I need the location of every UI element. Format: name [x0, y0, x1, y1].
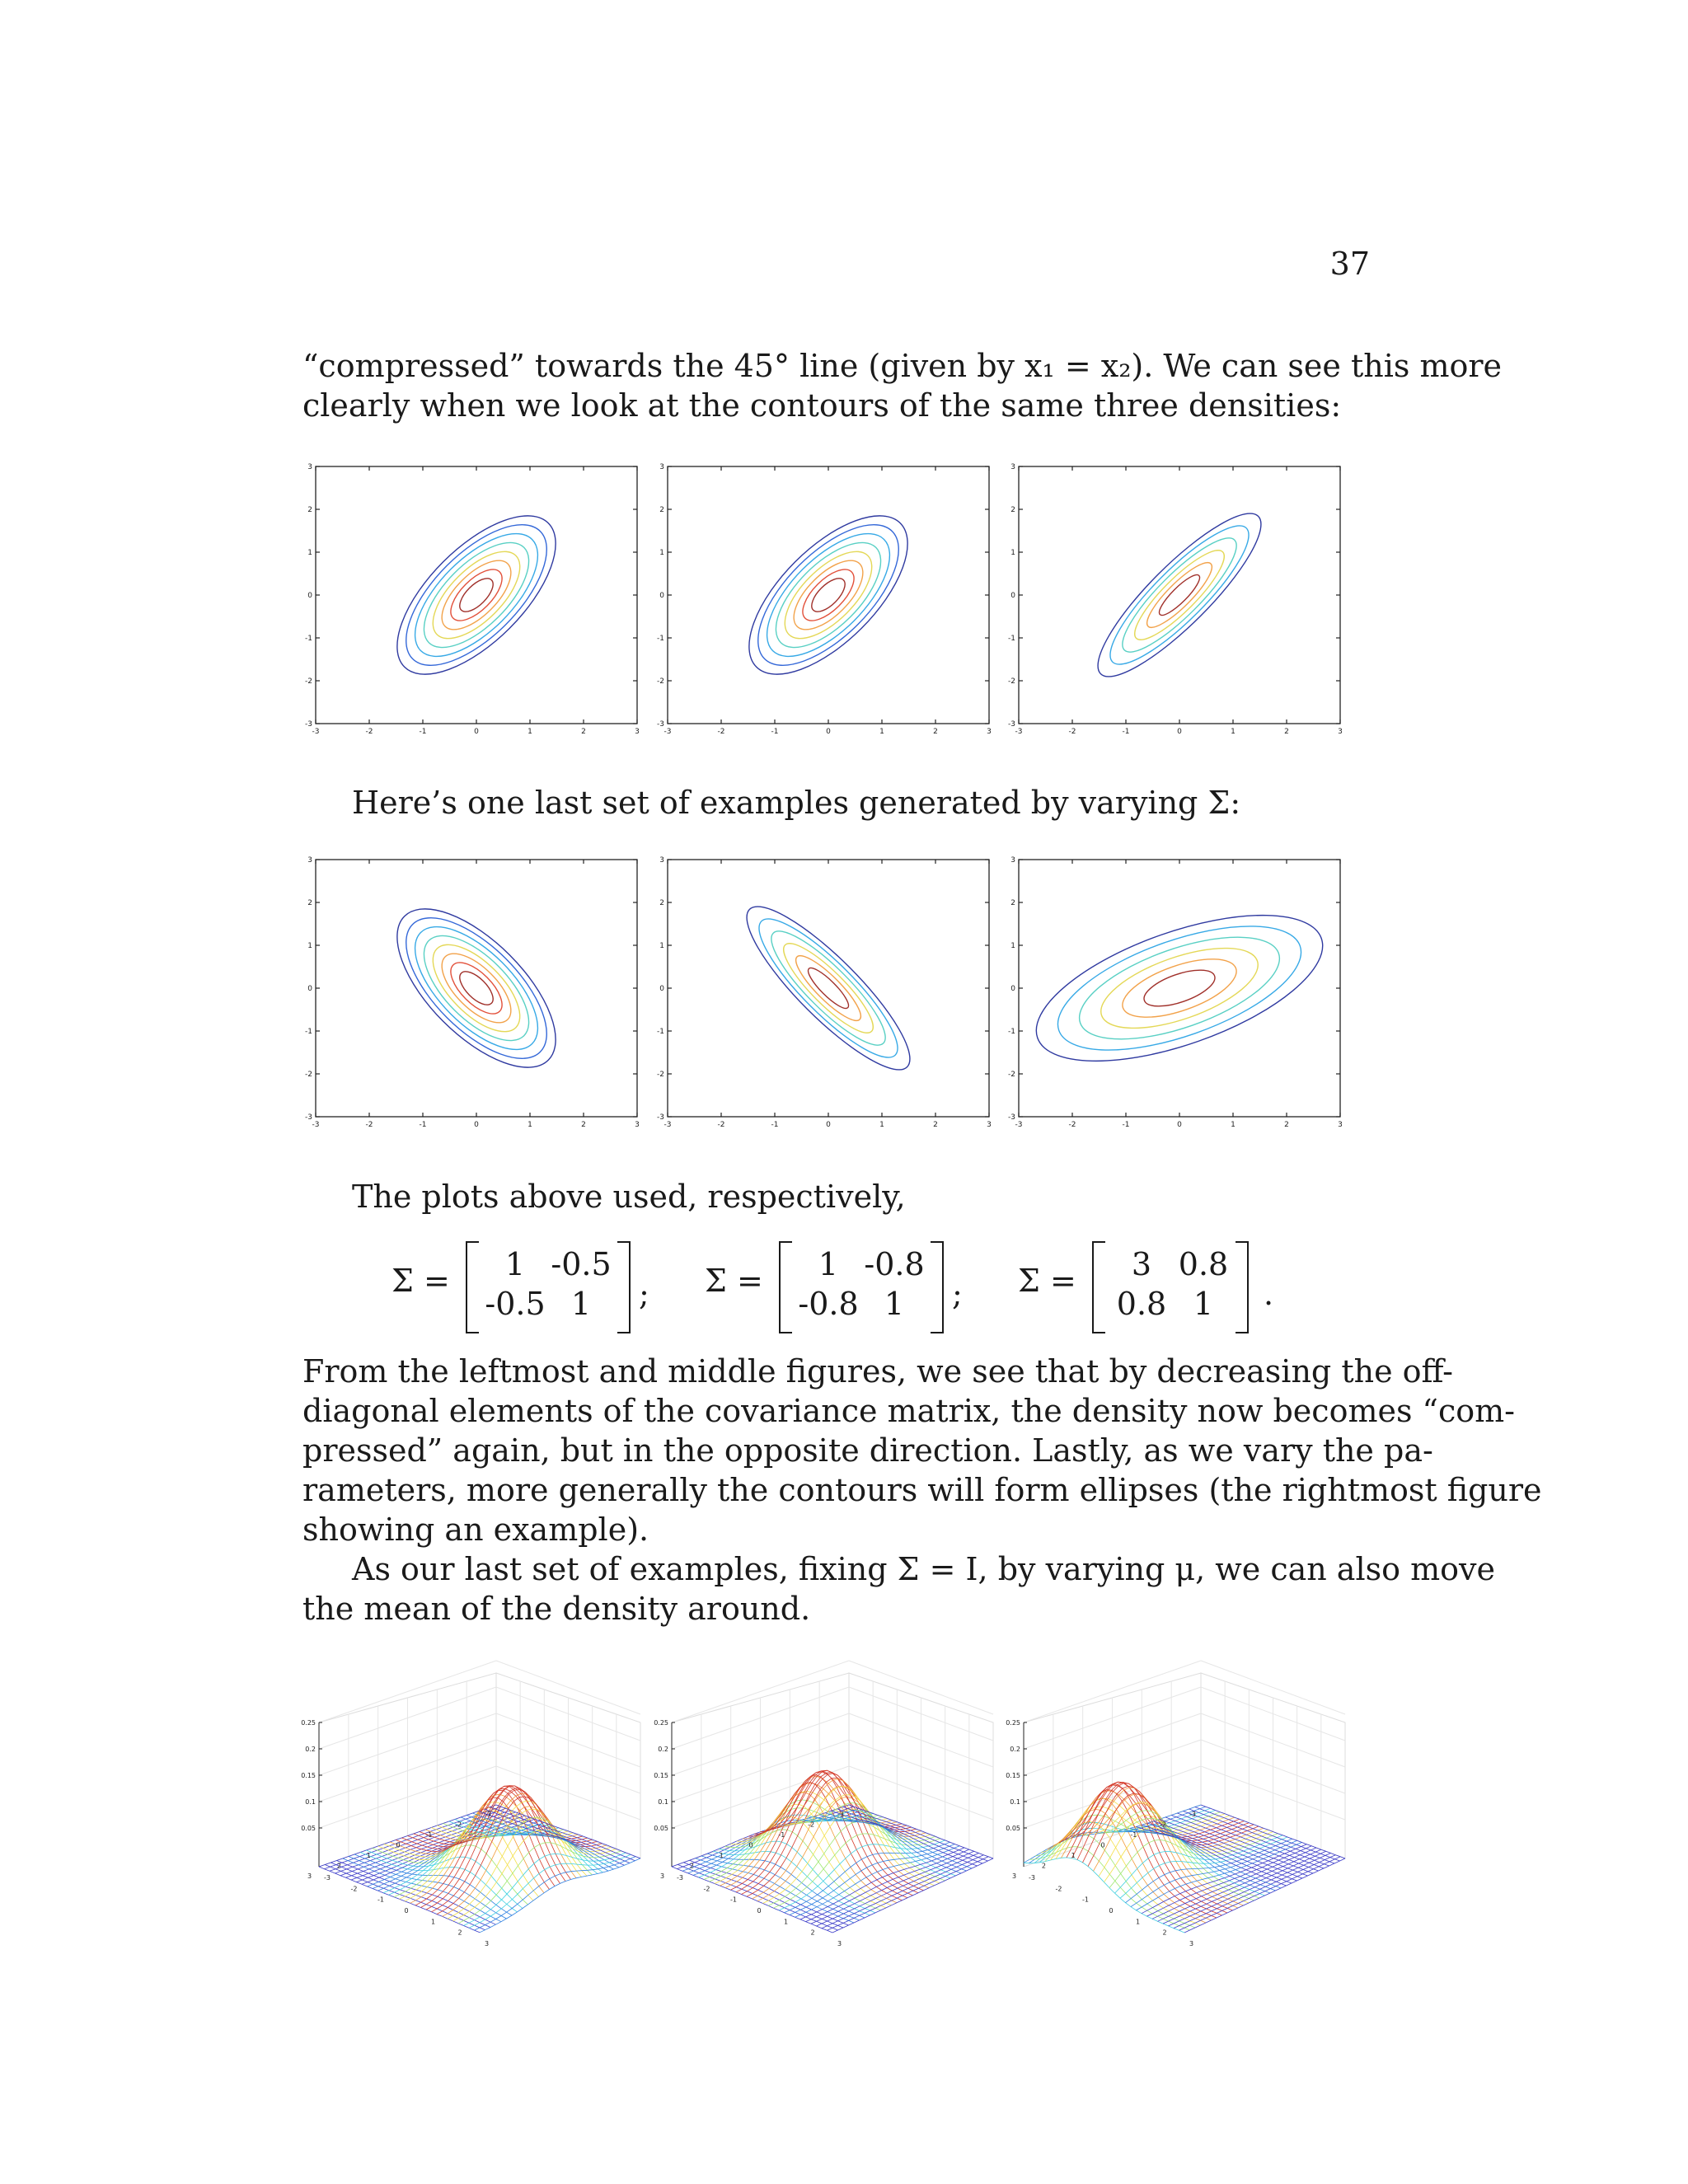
mesh-line [432, 1789, 598, 1911]
x-tick-label: 2 [1284, 728, 1289, 736]
matrix-cell: -0.5 [551, 1246, 612, 1282]
z-tick-label: 0.1 [1010, 1798, 1020, 1806]
x-tick-label: 2 [933, 728, 938, 736]
right-bracket [617, 1241, 631, 1333]
mesh-line [1184, 1858, 1345, 1933]
x-tick-label: 3 [635, 728, 640, 736]
mesh-line [800, 1848, 964, 1919]
y-tick-label: -2 [305, 1071, 312, 1079]
matrix-cell: 1 [818, 1246, 839, 1282]
x-tick-label: -1 [771, 728, 779, 736]
x-tick-label: 2 [933, 1121, 938, 1129]
x-tick-label: -2 [703, 1885, 710, 1893]
x-tick-label: -3 [312, 728, 320, 736]
x-tick-label: -2 [365, 1121, 373, 1129]
mesh-line [1029, 1807, 1206, 1863]
x-tick-label: 3 [987, 728, 992, 736]
z-tick-label: 0.15 [654, 1772, 668, 1779]
x-tick-label: -3 [1015, 1121, 1023, 1129]
x-tick-label: 1 [784, 1918, 789, 1926]
z-tick-label: 0.25 [1006, 1719, 1020, 1727]
y-tick-label: 3 [1010, 463, 1015, 471]
plot-frame [668, 466, 989, 724]
y-tick-label: -1 [1008, 1028, 1015, 1036]
y-tick-label: -2 [657, 677, 664, 686]
y-tick-label: 3 [1012, 1872, 1017, 1880]
mesh-line [811, 1851, 974, 1924]
x-tick-label: -1 [419, 1121, 427, 1129]
period: . [1264, 1276, 1274, 1312]
text-line: As our last set of examples, fixing Σ = I, by varying μ, we can also move [352, 1551, 1495, 1587]
x-tick-label: 0 [1177, 728, 1182, 736]
z-tick-label: 0.25 [301, 1719, 316, 1727]
y-tick-label: 1 [659, 549, 664, 557]
y-tick-label: -3 [657, 720, 664, 729]
x-tick-label: -3 [312, 1121, 320, 1129]
z-tick-label: 0.25 [654, 1719, 668, 1727]
y-tick-label: -1 [1130, 1831, 1137, 1839]
matrix-cell: 1 [1193, 1286, 1214, 1322]
surface-plot-row [302, 1690, 1366, 1945]
z-tick-label: 0.2 [305, 1746, 316, 1753]
y-tick-label: 1 [1010, 942, 1015, 950]
matrix-cell: -0.8 [798, 1286, 859, 1322]
y-tick-label: -1 [425, 1831, 433, 1839]
x-tick-label: 1 [528, 1121, 532, 1129]
y-tick-label: -2 [1008, 1071, 1015, 1079]
mesh-line [1104, 1828, 1273, 1882]
contour-plot-6 [1006, 855, 1343, 1127]
y-tick-label: 2 [659, 506, 664, 514]
text-line: pressed” again, but in the opposite direction. Lastly, as we vary the pa- [302, 1432, 1433, 1469]
x-tick-label: -1 [771, 1121, 779, 1129]
y-tick-label: 1 [366, 1852, 371, 1859]
mesh-line [1154, 1821, 1302, 1878]
contour-plot-3 [1006, 462, 1343, 736]
y-tick-label: -3 [305, 1113, 312, 1122]
x-tick-label: 3 [485, 1940, 490, 1947]
left-bracket [466, 1241, 479, 1333]
y-tick-label: -2 [1160, 1821, 1167, 1829]
covariance-matrix-1 [466, 1236, 631, 1335]
x-tick-label: -3 [677, 1874, 683, 1882]
equation-term-2 [705, 1236, 977, 1335]
mesh-line [480, 1858, 640, 1933]
y-tick-label: -1 [657, 1028, 664, 1036]
y-tick-label: 1 [719, 1852, 724, 1859]
x-tick-label: 3 [635, 1121, 640, 1129]
y-tick-label: 2 [1041, 1862, 1046, 1870]
y-tick-label: -2 [808, 1821, 815, 1829]
x-tick-label: -2 [717, 728, 725, 736]
mesh-line [672, 1867, 832, 1933]
y-tick-label: 0 [1100, 1841, 1105, 1849]
mesh-line [453, 1830, 617, 1921]
left-bracket [779, 1241, 792, 1333]
x-tick-label: 2 [810, 1929, 815, 1937]
y-tick-label: 2 [307, 899, 312, 907]
sigma-equals: Σ = [392, 1263, 450, 1299]
y-tick-label: -1 [778, 1831, 785, 1839]
mesh-line [683, 1863, 843, 1928]
x-tick-label: 1 [1231, 1121, 1236, 1129]
y-tick-label: -2 [455, 1821, 462, 1829]
z-tick-label: 0.05 [654, 1825, 668, 1832]
x-tick-label: -3 [663, 1121, 672, 1129]
x-tick-label: 3 [1338, 728, 1343, 736]
y-tick-label: 0 [659, 592, 664, 600]
surface-axes [654, 1661, 993, 1867]
plot-frame [316, 466, 637, 724]
y-tick-label: 2 [659, 899, 664, 907]
x-tick-label: 3 [987, 1121, 992, 1129]
x-tick-label: 1 [528, 728, 532, 736]
y-tick-label: 2 [689, 1862, 694, 1870]
y-tick-label: 3 [659, 856, 664, 865]
plot-frame [1019, 466, 1340, 724]
text-line: “compressed” towards the 45° line (given by x₁ = x₂). We can see this more [302, 348, 1503, 384]
x-tick-label: 0 [474, 728, 479, 736]
plot-frame [316, 860, 637, 1117]
x-tick-label: 3 [837, 1940, 842, 1947]
y-tick-label: 3 [659, 463, 664, 471]
mesh-line [458, 1843, 621, 1924]
mesh-line [1174, 1855, 1335, 1929]
caption-varying-sigma: Here’s one last set of examples generated by varying Σ: [352, 785, 1241, 821]
y-tick-label: -1 [1008, 635, 1015, 643]
x-tick-label: 0 [826, 1121, 831, 1129]
text-line: rameters, more generally the contours will form ellipses (the rightmost figure [302, 1472, 1542, 1508]
equation-term-1 [392, 1236, 663, 1335]
covariance-matrix-2 [779, 1236, 944, 1335]
x-tick-label: 0 [1109, 1907, 1114, 1915]
x-tick-label: -2 [365, 728, 373, 736]
caption-plots-used: The plots above used, respectively, [352, 1179, 906, 1215]
page-number: 37 [1329, 246, 1370, 282]
covariance-matrix-3 [1092, 1236, 1249, 1335]
y-tick-label: 1 [659, 942, 664, 950]
semicolon: ; [639, 1276, 649, 1312]
contour-plot-1 [302, 462, 640, 736]
x-tick-label: -2 [1068, 1121, 1076, 1129]
mesh-line [1179, 1857, 1341, 1931]
x-tick-label: 0 [826, 728, 831, 736]
x-tick-label: -1 [1082, 1896, 1089, 1904]
z-tick-label: 0.15 [301, 1772, 316, 1779]
mesh-line [1024, 1858, 1184, 1933]
x-tick-label: 0 [757, 1907, 762, 1915]
equation-term-3 [1018, 1236, 1290, 1335]
sigma-equals: Σ = [1018, 1263, 1076, 1299]
z-tick-label: 0.05 [301, 1825, 316, 1832]
x-tick-label: -3 [1015, 728, 1023, 736]
text-line: diagonal elements of the covariance matrix, the density now becomes “com- [302, 1393, 1516, 1429]
mesh-line [1142, 1844, 1306, 1914]
matrix-cell: -0.5 [485, 1286, 546, 1322]
y-tick-label: 3 [307, 1872, 312, 1880]
z-tick-label: 0.1 [305, 1798, 316, 1806]
x-tick-label: 2 [1284, 1121, 1289, 1129]
y-tick-label: 1 [307, 549, 312, 557]
y-tick-label: 1 [1071, 1852, 1076, 1859]
y-tick-label: -3 [1189, 1811, 1196, 1818]
y-tick-label: -1 [657, 635, 664, 643]
x-tick-label: 2 [1162, 1929, 1167, 1937]
y-tick-label: -1 [305, 635, 312, 643]
surface-plot-3 [1007, 1690, 1353, 1945]
text-line: From the leftmost and middle figures, we see that by decreasing the off- [302, 1353, 1453, 1390]
y-tick-label: -3 [305, 720, 312, 729]
matrix-cell: 1 [570, 1286, 592, 1322]
x-tick-label: -1 [1122, 728, 1130, 736]
x-tick-label: 1 [1231, 728, 1236, 736]
x-tick-label: 3 [1338, 1121, 1343, 1129]
y-tick-label: -2 [305, 677, 312, 686]
y-tick-label: 2 [307, 506, 312, 514]
z-tick-label: 0.05 [1006, 1825, 1020, 1832]
x-tick-label: 1 [431, 1918, 436, 1926]
contour-plot-5 [654, 855, 992, 1127]
plot-frame [1019, 860, 1340, 1117]
y-tick-label: -2 [1008, 677, 1015, 686]
y-tick-label: 0 [1010, 985, 1015, 993]
surface-plot-2 [655, 1690, 1001, 1945]
y-tick-label: 2 [336, 1862, 341, 1870]
y-tick-label: -1 [305, 1028, 312, 1036]
y-tick-label: 1 [1010, 549, 1015, 557]
mesh-line [346, 1814, 521, 1878]
x-tick-label: 1 [879, 728, 884, 736]
y-tick-label: 3 [1010, 856, 1015, 865]
paragraph-explanation [302, 1352, 1542, 1629]
z-tick-label: 0.2 [658, 1746, 668, 1753]
y-tick-label: -2 [657, 1071, 664, 1079]
x-tick-label: 0 [1177, 1121, 1182, 1129]
y-tick-label: 0 [748, 1841, 753, 1849]
x-tick-label: -1 [730, 1896, 737, 1904]
matrix-cell: 0.8 [1116, 1286, 1167, 1322]
mesh-line [822, 1855, 983, 1929]
x-tick-label: -3 [324, 1874, 331, 1882]
left-bracket [1092, 1241, 1105, 1333]
y-tick-label: 0 [396, 1841, 401, 1849]
y-tick-label: 0 [307, 985, 312, 993]
x-tick-label: -3 [663, 728, 672, 736]
y-tick-label: 0 [307, 592, 312, 600]
text-line: showing an example). [302, 1511, 649, 1548]
x-tick-label: -1 [1122, 1121, 1130, 1129]
mesh-line [349, 1857, 507, 1919]
right-bracket [931, 1241, 944, 1333]
y-tick-label: -3 [1008, 1113, 1015, 1122]
surface-plot-1 [302, 1690, 649, 1945]
y-tick-label: 0 [659, 985, 664, 993]
contour-plot-4 [302, 855, 640, 1127]
x-tick-label: 2 [581, 728, 586, 736]
matrix-cell: 1 [884, 1286, 905, 1322]
plot-frame [668, 860, 989, 1117]
matrix-cell: 0.8 [1178, 1246, 1229, 1282]
contour-row-1 [302, 462, 1353, 736]
y-tick-label: -3 [485, 1811, 491, 1818]
x-tick-label: -1 [377, 1896, 384, 1904]
y-tick-label: 2 [1010, 899, 1015, 907]
y-tick-label: 3 [660, 1872, 665, 1880]
x-tick-label: 2 [581, 1121, 586, 1129]
matrix-cell: 3 [1131, 1246, 1152, 1282]
x-tick-label: 0 [404, 1907, 409, 1915]
x-tick-label: 0 [474, 1121, 479, 1129]
y-tick-label: 0 [1010, 592, 1015, 600]
y-tick-label: -3 [1008, 720, 1015, 729]
x-tick-label: -2 [350, 1885, 358, 1893]
x-tick-label: 2 [457, 1929, 462, 1937]
contour-row-2 [302, 855, 1353, 1127]
x-tick-label: 3 [1189, 1940, 1194, 1947]
y-tick-label: 2 [1010, 506, 1015, 514]
x-tick-label: -2 [1055, 1885, 1062, 1893]
x-tick-label: 1 [1136, 1918, 1141, 1926]
x-tick-label: -3 [1029, 1874, 1035, 1882]
paragraph-intro [302, 346, 1503, 425]
sigma-equals: Σ = [705, 1263, 763, 1299]
x-tick-label: -2 [717, 1121, 725, 1129]
mesh-line [331, 1863, 490, 1928]
surface-axes [301, 1661, 640, 1867]
matrix-cell: -0.8 [864, 1246, 925, 1282]
text-line: the mean of the density around. [302, 1591, 811, 1627]
y-tick-label: -3 [657, 1113, 664, 1122]
x-tick-label: -1 [419, 728, 427, 736]
mesh-line [817, 1854, 979, 1927]
x-tick-label: 1 [879, 1121, 884, 1129]
contour-plot-2 [654, 462, 992, 736]
mesh-line [319, 1867, 480, 1933]
y-tick-label: 3 [307, 856, 312, 865]
z-tick-label: 0.1 [658, 1798, 668, 1806]
semicolon: ; [952, 1276, 963, 1312]
y-tick-label: -3 [837, 1811, 844, 1818]
right-bracket [1236, 1241, 1249, 1333]
matrix-cell: 1 [504, 1246, 526, 1282]
y-tick-label: 3 [307, 463, 312, 471]
z-tick-label: 0.2 [1010, 1746, 1020, 1753]
mesh-line [354, 1854, 512, 1915]
z-tick-label: 0.15 [1006, 1772, 1020, 1779]
mesh-line [475, 1857, 636, 1931]
covariance-equation [392, 1236, 1381, 1335]
text-line: clearly when we look at the contours of the same three densities: [302, 387, 1342, 424]
x-tick-label: -2 [1068, 728, 1076, 736]
y-tick-label: 1 [307, 942, 312, 950]
